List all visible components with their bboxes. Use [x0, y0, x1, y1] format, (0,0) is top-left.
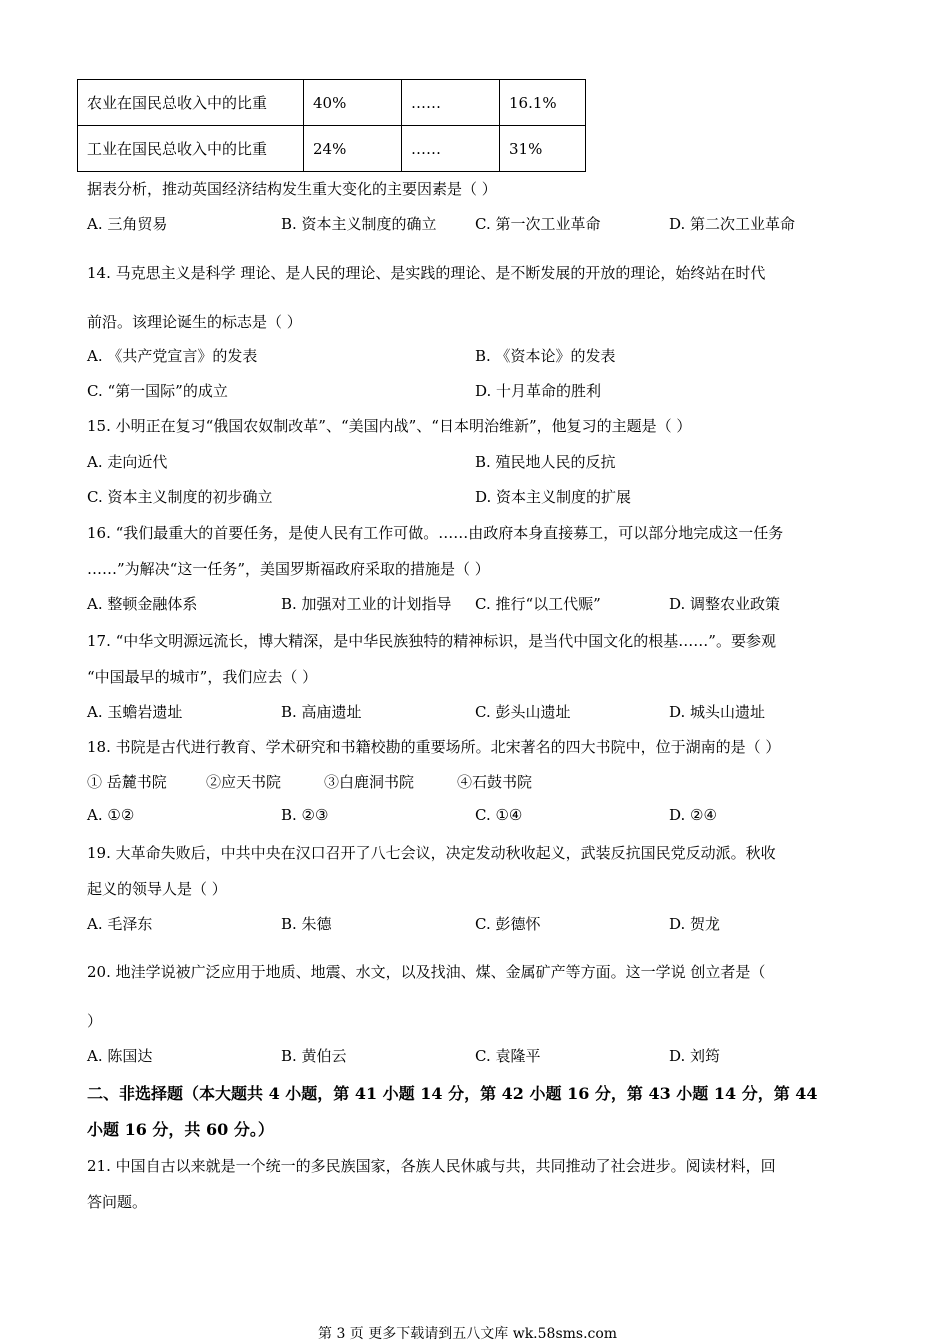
q14-option-c: C. “第一国际”的成立 [87, 382, 228, 400]
q15-stem: 15. 小明正在复习“俄国农奴制改革”、“美国内战”、“日本明治维新”，他复习的主题是（ ） [87, 417, 692, 435]
q15-option-a: A. 走向近代 [87, 453, 168, 471]
table-cell: 40% [304, 80, 402, 126]
table-cell: …… [402, 126, 500, 172]
table-cell: …… [402, 80, 500, 126]
q17-stem-line1: 17. “中华文明源远流长，博大精深，是中华民族独特的精神标识，是当代中国文化的根基……”。要参观 [87, 632, 776, 650]
q17-option-d: D. 城头山遗址 [669, 703, 766, 721]
q18-option-d: D. ②④ [669, 806, 717, 824]
q19-stem-line1: 19. 大革命失败后，中共中央在汉口召开了八七会议，决定发动秋收起义，武装反抗国民党反动派。秋收 [87, 844, 776, 862]
q18-option-c: C. ①④ [475, 806, 523, 824]
q17-option-a: A. 玉蟾岩遗址 [87, 703, 183, 721]
q20-option-b: B. 黄伯云 [281, 1047, 347, 1065]
q14-option-b: B. 《资本论》的发表 [475, 347, 616, 365]
q18-item-3: ③白鹿洞书院 [324, 773, 415, 791]
q16-option-d: D. 调整农业政策 [669, 595, 781, 613]
table-row [78, 80, 586, 126]
table-cell: 24% [304, 126, 402, 172]
q16-stem-line2: ……”为解决“这一任务”，美国罗斯福政府采取的措施是（ ） [87, 560, 490, 578]
table-cell: 农业在国民总收入中的比重 [78, 80, 304, 126]
q18-option-b: B. ②③ [281, 806, 329, 824]
section-heading-line2: 小题 16 分，共 60 分。） [87, 1120, 274, 1139]
q15-option-d: D. 资本主义制度的扩展 [475, 488, 632, 506]
q20-stem-line1: 20. 地洼学说被广泛应用于地质、地震、水文，以及找油、煤、金属矿产等方面。这一学说 创立者是（ [87, 963, 766, 981]
q18-option-a: A. ①② [87, 806, 135, 824]
q20-stem-line2: ） [87, 1012, 103, 1030]
q18-item-1: ① 岳麓书院 [87, 773, 167, 791]
q19-option-d: D. 贺龙 [669, 915, 721, 933]
q17-option-c: C. 彭头山遗址 [475, 703, 571, 721]
table-cell: 16.1% [500, 80, 586, 126]
q13-option-a: A. 三角贸易 [87, 215, 168, 233]
economic-structure-table [77, 79, 586, 172]
q19-option-a: A. 毛泽东 [87, 915, 153, 933]
q19-stem-line2: 起义的领导人是（ ） [87, 880, 227, 898]
q14-option-a: A. 《共产党宣言》的发表 [87, 347, 258, 365]
table-cell: 31% [500, 126, 586, 172]
table-cell: 工业在国民总收入中的比重 [78, 126, 304, 172]
q21-stem-line2: 答问题。 [87, 1193, 148, 1211]
q19-option-c: C. 彭德怀 [475, 915, 541, 933]
section-heading-line1: 二、非选择题（本大题共 4 小题，第 41 小题 14 分，第 42 小题 16 分，第 43 小题 14 分，第 44 [87, 1084, 818, 1103]
q17-stem-line2: “中国最早的城市”，我们应去（ ） [87, 668, 318, 686]
q16-stem-line1: 16. “我们最重大的首要任务，是使人民有工作可做。……由政府本身直接募工，可以部分地完成这一任务 [87, 524, 784, 542]
q20-option-a: A. 陈国达 [87, 1047, 153, 1065]
table-row [78, 126, 586, 172]
q20-option-c: C. 袁隆平 [475, 1047, 541, 1065]
page-footer: 第 3 页 更多下载请到五八文库 wk.58sms.com [318, 1326, 618, 1342]
q13-option-b: B. 资本主义制度的确立 [281, 215, 437, 233]
q14-stem-line2: 前沿。该理论诞生的标志是（ ） [87, 313, 302, 331]
q18-stem: 18. 书院是古代进行教育、学术研究和书籍校勘的重要场所。北宋著名的四大书院中，位于湖南的是（ ） [87, 738, 781, 756]
q16-option-a: A. 整顿金融体系 [87, 595, 198, 613]
q13-stem: 据表分析，推动英国经济结构发生重大变化的主要因素是（ ） [87, 180, 497, 198]
q16-option-c: C. 推行“以工代赈” [475, 595, 601, 613]
q21-stem-line1: 21. 中国自古以来就是一个统一的多民族国家，各族人民休戚与共，共同推动了社会进步。阅读材料，回 [87, 1157, 776, 1175]
q18-item-2: ②应天书院 [206, 773, 282, 791]
q13-option-d: D. 第二次工业革命 [669, 215, 796, 233]
q14-option-d: D. 十月革命的胜利 [475, 382, 602, 400]
q15-option-c: C. 资本主义制度的初步确立 [87, 488, 273, 506]
q18-item-4: ④石鼓书院 [457, 773, 533, 791]
q19-option-b: B. 朱德 [281, 915, 332, 933]
q17-option-b: B. 高庙遗址 [281, 703, 362, 721]
q20-option-d: D. 刘筠 [669, 1047, 721, 1065]
q13-option-c: C. 第一次工业革命 [475, 215, 601, 233]
q14-stem-line1: 14. 马克思主义是科学 理论、是人民的理论、是实践的理论、是不断发展的开放的理论，始终站在时代 [87, 264, 766, 282]
q15-option-b: B. 殖民地人民的反抗 [475, 453, 616, 471]
q16-option-b: B. 加强对工业的计划指导 [281, 595, 452, 613]
